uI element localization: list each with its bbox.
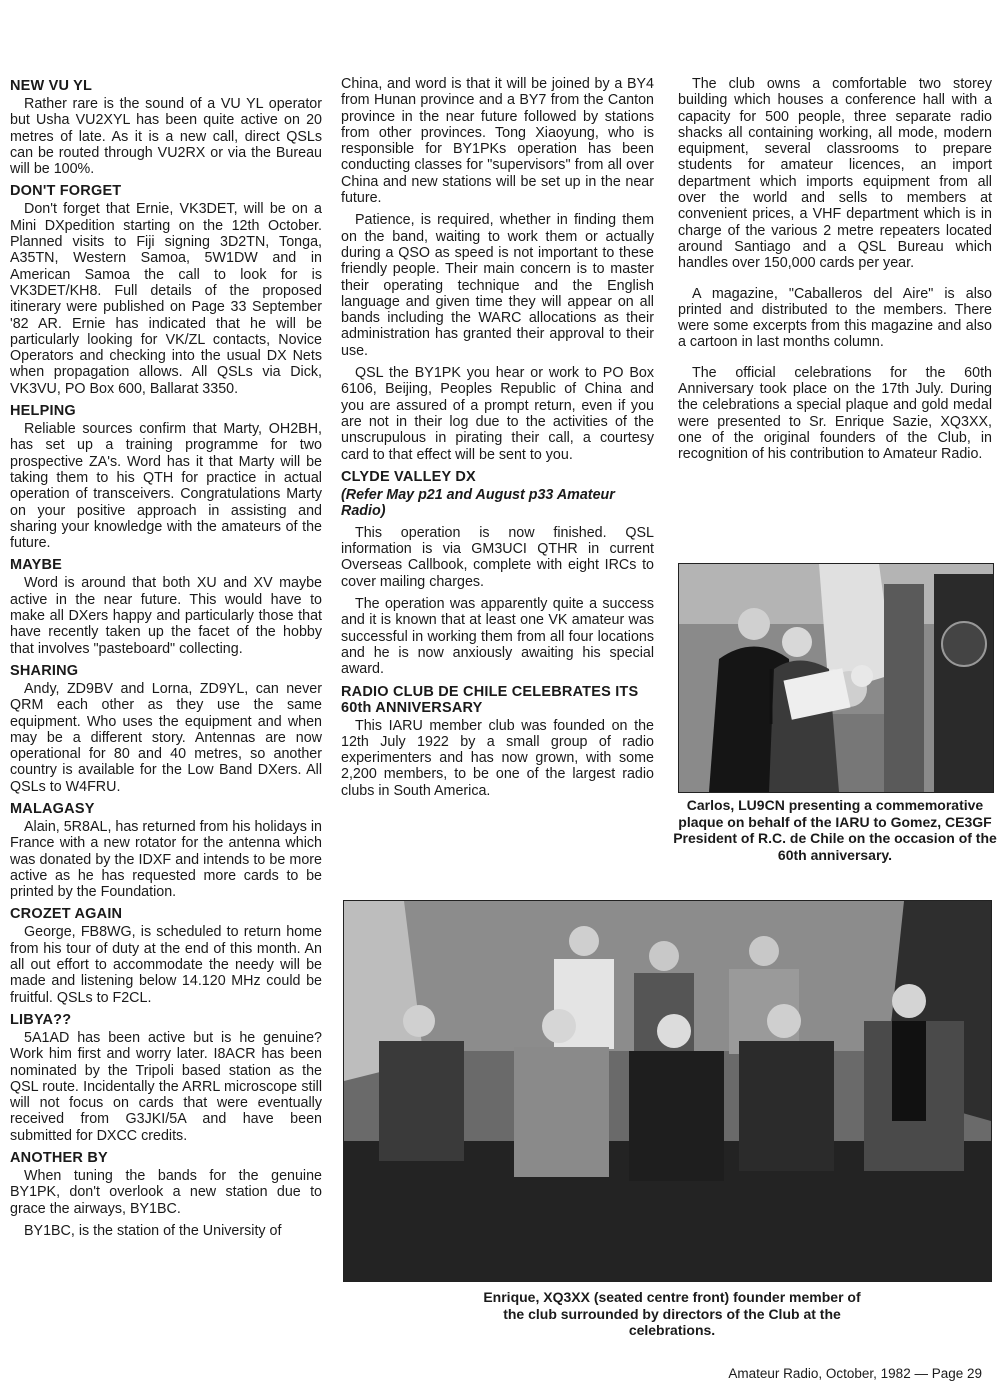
- paragraph: 5A1AD has been active but is he genuine? Work him first and worry later. I8ACR has been nominated by the Tripoli based station as the QSL route. Incidentally the ARRL microscope still will not focus on cards that were eventually received from G3JKI/5A and have been submitted for DXCC credits.: [10, 1029, 322, 1144]
- paragraph: BY1BC, is the station of the University of: [24, 1222, 282, 1239]
- paragraph: China, and word is that it will be joined by a BY4 from Hunan province and a BY7 from the Canton province in the near future followed by stations from other provinces. Tong Xiaoyung, who is responsible for BY1PKs operation has been conducting classes for "supervisors" from all over China and new stations will be set up in the near future.: [341, 76, 654, 207]
- paragraph: This IARU member club was founded on the 12th July 1922 by a small group of radio experimenters and has now grown, with some 2,200 members, to be one of the largest radio clubs in South America.: [341, 717, 654, 799]
- caption-photo-2: Enrique, XQ3XX (seated centre front) founder member of the club surrounded by directors of the Club at the celebrations.: [483, 1289, 861, 1338]
- paragraph: George, FB8WG, is scheduled to return home from his tour of duty at the end of this month. An all out effort to accommodate the needy will be made and listening below 14.120 MHz could be fruitful. QSLs to F2CL.: [10, 924, 322, 1006]
- paragraph: A magazine, "Caballeros del Aire" is also printed and distributed to the members. There were some excerpts from this magazine and also a cartoon in last months column.: [678, 285, 992, 351]
- caption-photo-1: Carlos, LU9CN presenting a commemorative plaque on behalf of the IARU to Gomez, CE3GF President of R.C. de Chile on the occasion of the 60th anniversary.: [673, 797, 997, 863]
- heading-another-by: ANOTHER BY: [10, 1150, 108, 1167]
- paragraph: Andy, ZD9BV and Lorna, ZD9YL, can never QRM each other as they use the same equipment. Who uses the equipment and when may be a different story. Antennas are now operational for 80 and 40 metres, so another country is available for the Low Band DXers. All QSLs to W4FRU.: [10, 680, 322, 795]
- paragraph: The operation was apparently quite a success and it is known that at least one VK amateur was successful in working them from all four locations and he is now anxiously awaiting his special award.: [341, 596, 654, 678]
- page-footer: Amateur Radio, October, 1982 — Page 29: [728, 1366, 982, 1381]
- heading-malagasy: MALAGASY: [10, 800, 95, 817]
- heading-dont-forget: DON'T FORGET: [10, 183, 122, 200]
- paragraph: The club owns a comfortable two storey building which houses a conference hall with a capacity for 500 people, three separate radio shacks all containing working, all mode, modern equipment, several classrooms to prepare students for amateur licences, an import department which imports equipment from all over the world and sells to members at convenient prices, a VHF department which is in charge of the various 2 metre repeaters located around Santiago and a QSL Bureau which handles over 150,000 cards per year.: [678, 76, 992, 272]
- heading-new-vu-yl: NEW VU YL: [10, 78, 93, 94]
- heading-crozet-again: CROZET AGAIN: [10, 906, 123, 923]
- heading-radio-club-de-chile: RADIO CLUB DE CHILE CELEBRATES ITS 60th ANNIVERSARY: [341, 683, 639, 716]
- paragraph: Word is around that both XU and XV maybe active in the near future. This would have to make all DXers happy and particularly those that have recently taken up the facet of the hobby that involves "pasteboard" collecting.: [10, 575, 322, 657]
- subheading-reference: (Refer May p21 and August p33 Amateur Radio): [341, 486, 615, 519]
- heading-libya: LIBYA??: [10, 1011, 72, 1028]
- heading-maybe: MAYBE: [10, 557, 63, 574]
- heading-sharing: SHARING: [10, 662, 79, 679]
- photo-club-directors: [343, 900, 992, 1282]
- photo-plaque-presentation: [678, 563, 994, 793]
- paragraph: Don't forget that Ernie, VK3DET, will be on a Mini DXpedition starting on the 12th October. Planned visits to Fiji signing 3D2TN, Tonga, A35TN, Western Samoa, 5W1DW and in American Samoa the call to look for is VK3DET/KH8. Full details of the proposed itinerary were published on Page 33 September '82 AR. Ernie has indicated that he will be particularly looking for VK/ZL contacts, Novice Operators and checking into the usual DX Nets when propagation allows. All QSLs via Dick, VK3VU, PO Box 600, Ballarat 3350.: [10, 201, 322, 397]
- paragraph: The official celebrations for the 60th Anniversary took place on the 17th July. During the celebrations a special plaque and gold medal were presented to Sr. Enrique Sazie, XQ3XX, one of the original founders of the Club, in recognition of his contribution to Amateur Radio.: [678, 364, 992, 463]
- heading-clyde-valley-dx: CLYDE VALLEY DX: [341, 468, 476, 485]
- paragraph: QSL the BY1PK you hear or work to PO Box 6106, Beijing, Peoples Republic of China and you are assured of a prompt return, even if you are not in their log due to the activities of the unscrupulous in pirating their call, a courtesy card to that effect will be sent to you.: [341, 365, 654, 463]
- paragraph: Rather rare is the sound of a VU YL operator but Usha VU2XYL has been quite active on 20 metres of late. As it is a new call, direct QSLs can be routed through VU2RX or via the Bureau will be 100%.: [10, 96, 322, 178]
- column-middle: [341, 76, 654, 805]
- paragraph: Alain, 5R8AL, has returned from his holidays in France with a new rotator for the antenna which was donated by the IDXF and intends to be more active as he has requested more cards to be printed by the Foundation.: [10, 818, 323, 901]
- heading-helping: HELPING: [10, 403, 76, 420]
- column-left: [10, 76, 322, 1245]
- paragraph: When tuning the bands for the genuine BY1PK, don't overlook a new station due to grace the airways, BY1BC.: [10, 1168, 322, 1217]
- paragraph: Patience, is required, whether in finding them on the band, waiting to work them or actually during a QSO as speed is not important to these friendly people. Their main concern is to master their operating technique and the English language and given time they will appear on all bands including the WARC allocations as their administration has granted their approval to their use.: [341, 212, 654, 359]
- paragraph: This operation is now finished. QSL information is via GM3UCI QTHR in current Overseas Callbook, complete with eight IRCs to cover mailing charges.: [341, 524, 654, 590]
- paragraph: Reliable sources confirm that Marty, OH2BH, has set up a training programme for two prospective ZA's. Word has it that Marty will be taking them to his QTH for practice in actual operation of transceivers. Congratulations Marty on your positive approach in assisting and sharing your knowledge with the amateurs of the future.: [10, 421, 322, 552]
- column-right: [678, 76, 992, 469]
